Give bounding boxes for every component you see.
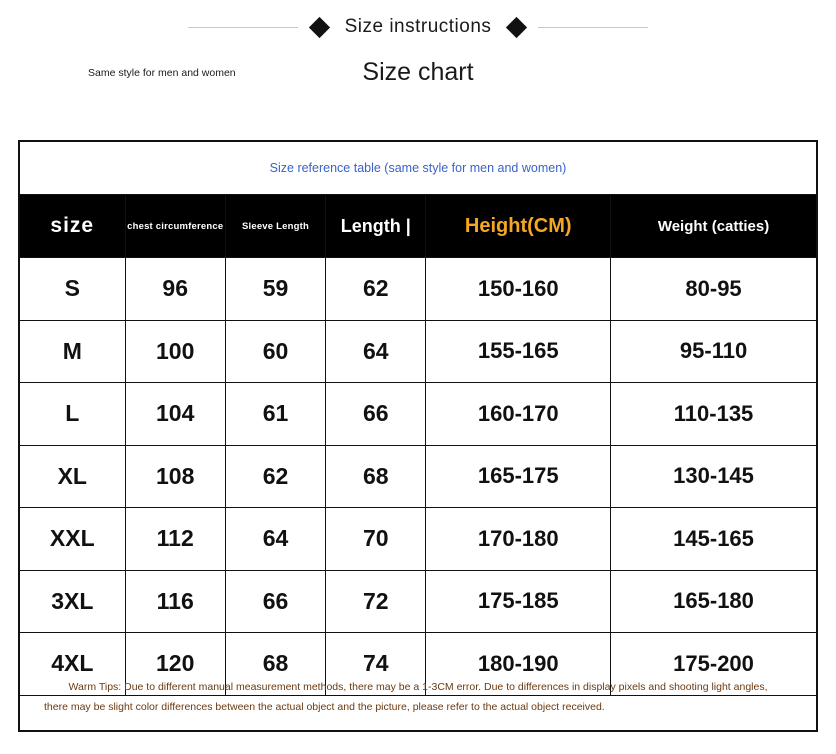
cell-chest: 112 bbox=[125, 508, 225, 571]
cell-weight: 130-145 bbox=[611, 445, 816, 508]
header-row bbox=[20, 195, 816, 258]
cell-sleeve: 64 bbox=[225, 508, 325, 571]
cell-length: 72 bbox=[326, 570, 426, 633]
cell-sleeve: 66 bbox=[225, 570, 325, 633]
cell-height: 165-175 bbox=[426, 445, 611, 508]
cell-length: 66 bbox=[326, 383, 426, 446]
warm-tips-line-1: Warm Tips: Due to different manual measurement methods, there may be a 1-3CM error. Due to differences in display pixels and shooting light angles, bbox=[68, 681, 768, 693]
cell-sleeve: 59 bbox=[225, 258, 325, 321]
table-row bbox=[20, 508, 816, 571]
cell-height: 175-185 bbox=[426, 570, 611, 633]
cell-height: 150-160 bbox=[426, 258, 611, 321]
cell-size: L bbox=[20, 383, 125, 446]
column-header-length: Length | bbox=[326, 195, 426, 258]
cell-weight: 145-165 bbox=[611, 508, 816, 571]
cell-chest: 120 bbox=[125, 633, 225, 696]
cell-size: XXL bbox=[20, 508, 125, 571]
cell-chest: 100 bbox=[125, 320, 225, 383]
cell-chest: 116 bbox=[125, 570, 225, 633]
diamond-icon-left bbox=[308, 16, 329, 37]
page-subtitle: Size chart bbox=[362, 58, 474, 86]
cell-height: 160-170 bbox=[426, 383, 611, 446]
cell-length: 70 bbox=[326, 508, 426, 571]
right-rule bbox=[538, 27, 648, 28]
cell-length: 74 bbox=[326, 633, 426, 696]
cell-sleeve: 60 bbox=[225, 320, 325, 383]
column-header-size: size bbox=[20, 195, 125, 258]
warm-tips-line-2: there may be slight color differences between the actual object and the picture, please refer to the actual object received. bbox=[44, 701, 605, 714]
page-header bbox=[0, 0, 836, 108]
cell-sleeve: 62 bbox=[225, 445, 325, 508]
left-rule bbox=[188, 27, 298, 28]
cell-weight: 110-135 bbox=[611, 383, 816, 446]
cell-sleeve: 68 bbox=[225, 633, 325, 696]
size-table bbox=[20, 194, 816, 696]
diamond-icon-right bbox=[506, 16, 527, 37]
table-caption: Size reference table (same style for men and women) bbox=[269, 161, 567, 175]
cell-length: 68 bbox=[326, 445, 426, 508]
cell-chest: 96 bbox=[125, 258, 225, 321]
table-row bbox=[20, 570, 816, 633]
cell-height: 180-190 bbox=[426, 633, 611, 696]
table-row bbox=[20, 320, 816, 383]
cell-height: 170-180 bbox=[426, 508, 611, 571]
table-head bbox=[20, 195, 816, 258]
column-header-chest: chest circumference bbox=[125, 195, 225, 258]
column-header-weight: Weight (catties) bbox=[611, 195, 816, 258]
cell-sleeve: 61 bbox=[225, 383, 325, 446]
cell-size: 4XL bbox=[20, 633, 125, 696]
cell-chest: 108 bbox=[125, 445, 225, 508]
table-row bbox=[20, 445, 816, 508]
table-body bbox=[20, 258, 816, 696]
column-header-height: Height(CM) bbox=[426, 195, 611, 258]
table-row bbox=[20, 258, 816, 321]
cell-weight: 175-200 bbox=[611, 633, 816, 696]
title-row bbox=[0, 16, 836, 38]
column-header-sleeve: Sleeve Length bbox=[225, 195, 325, 258]
table-row bbox=[20, 383, 816, 446]
side-note: Same style for men and women bbox=[88, 67, 236, 79]
cell-size: M bbox=[20, 320, 125, 383]
cell-size: XL bbox=[20, 445, 125, 508]
cell-weight: 95-110 bbox=[611, 320, 816, 383]
warm-tips bbox=[20, 674, 816, 730]
page-title: Size instructions bbox=[344, 16, 492, 37]
cell-size: 3XL bbox=[20, 570, 125, 633]
cell-weight: 165-180 bbox=[611, 570, 816, 633]
cell-height: 155-165 bbox=[426, 320, 611, 383]
cell-chest: 104 bbox=[125, 383, 225, 446]
cell-length: 62 bbox=[326, 258, 426, 321]
size-chart-panel bbox=[18, 140, 818, 732]
cell-size: S bbox=[20, 258, 125, 321]
cell-weight: 80-95 bbox=[611, 258, 816, 321]
cell-length: 64 bbox=[326, 320, 426, 383]
